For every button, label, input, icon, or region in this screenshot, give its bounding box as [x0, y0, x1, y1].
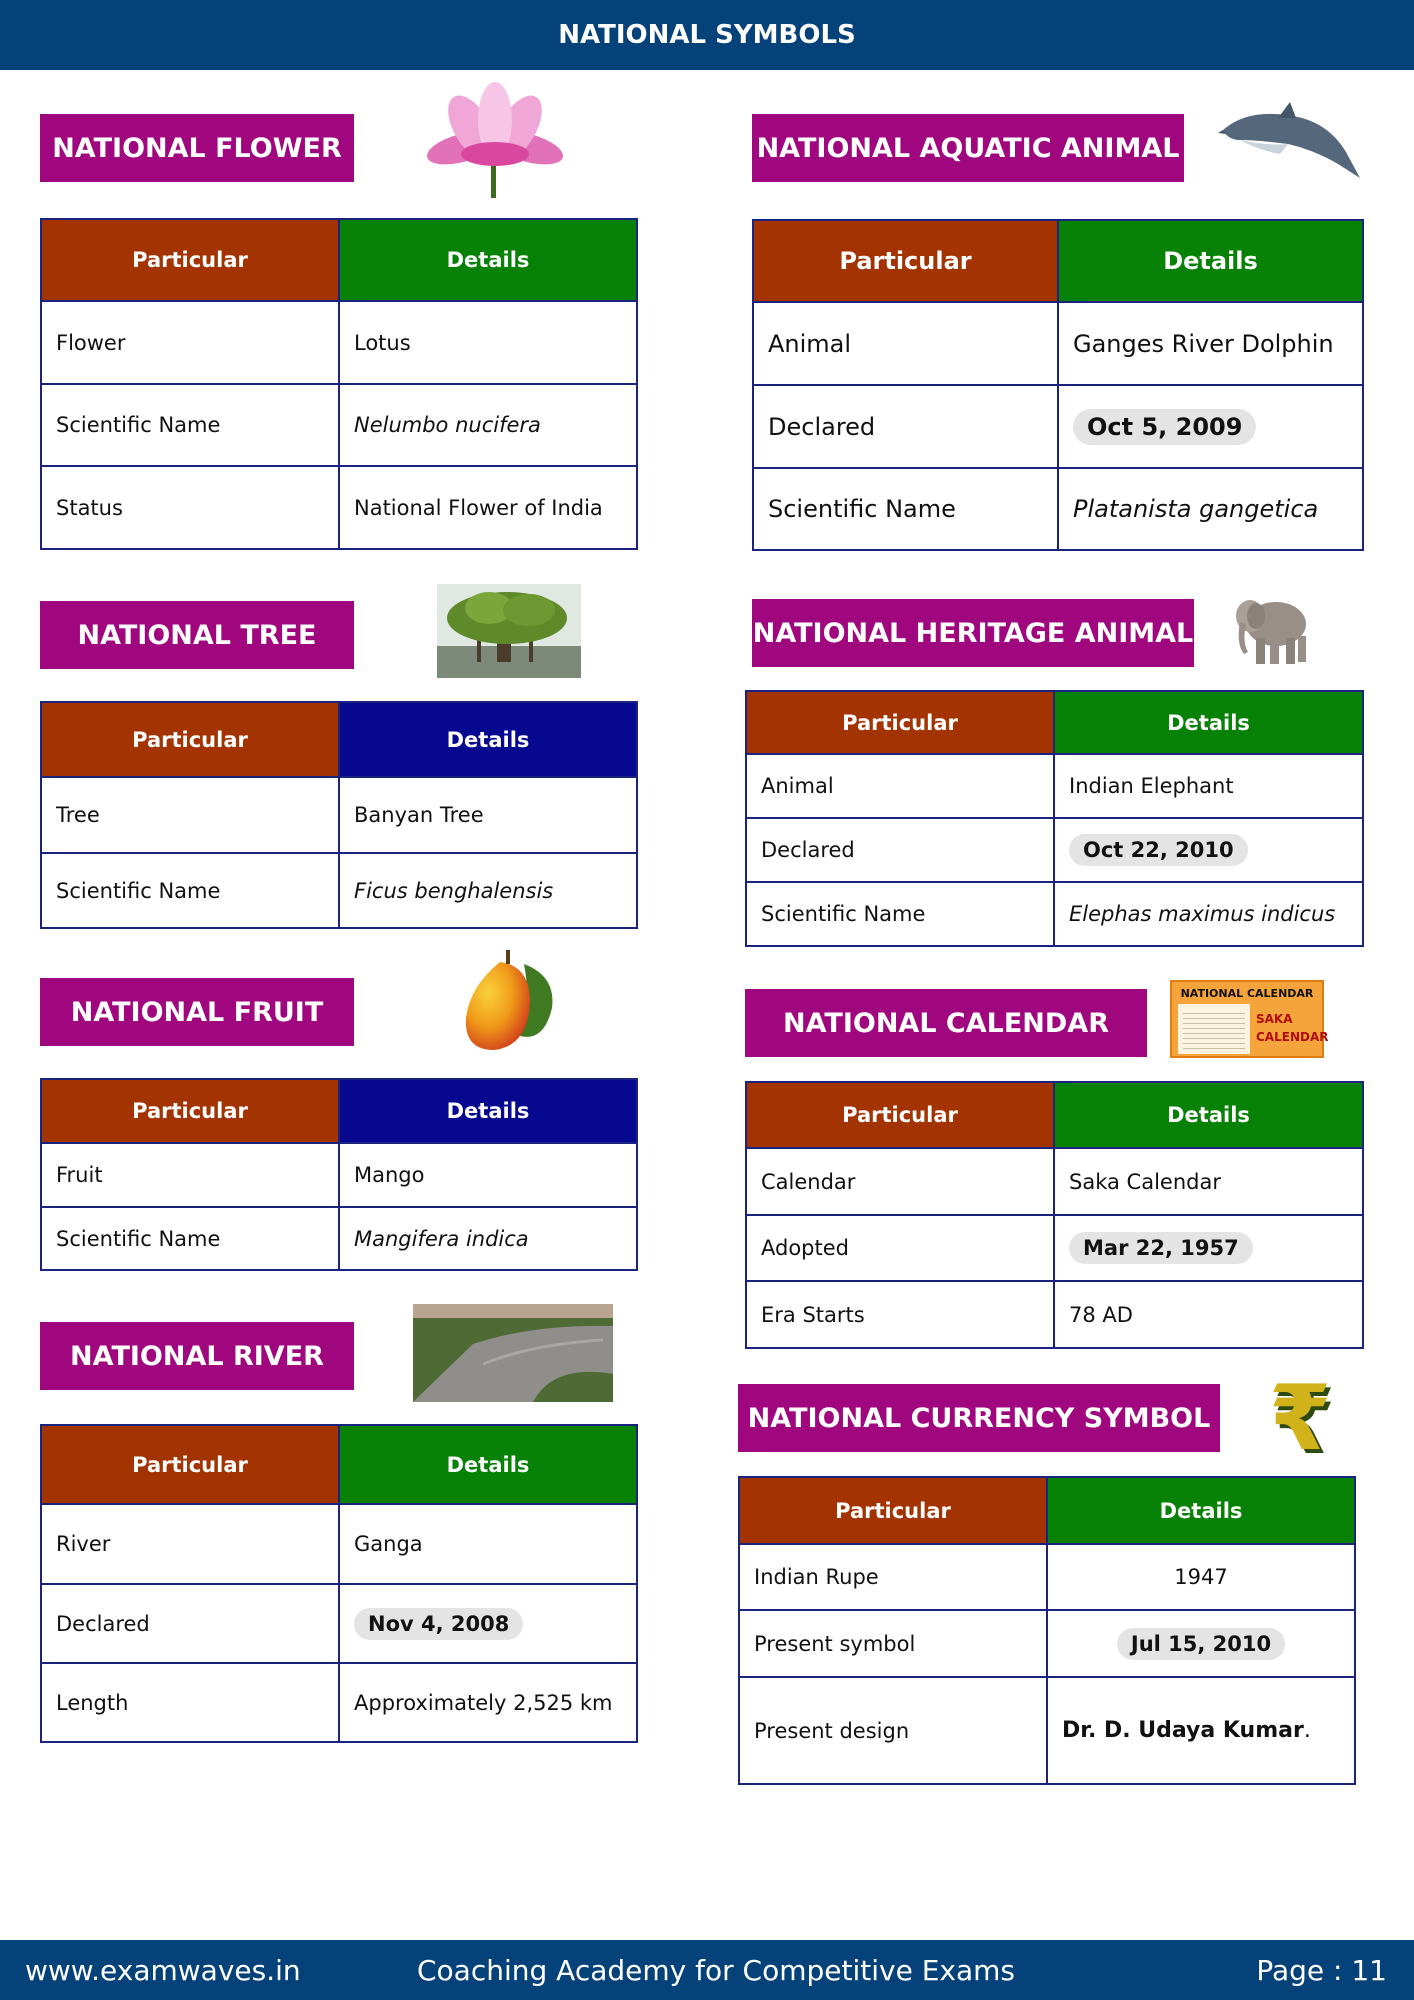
flower-title: NATIONAL FLOWER [40, 114, 354, 182]
row-value [1054, 818, 1363, 882]
river-image [413, 1304, 613, 1402]
table-row [746, 754, 1363, 818]
row-label: Declared [41, 1584, 339, 1663]
details-header: Details [1054, 1082, 1363, 1148]
details-header: Details [1058, 220, 1363, 302]
river-table [40, 1424, 638, 1743]
row-value [339, 1584, 637, 1663]
row-value: Mangifera indica [339, 1207, 637, 1270]
row-label: Present design [739, 1677, 1047, 1784]
row-value [1047, 1677, 1355, 1784]
elephant-image [1230, 588, 1312, 670]
date-badge: Nov 4, 2008 [354, 1608, 523, 1640]
row-label: River [41, 1504, 339, 1584]
particular-header: Particular [41, 1079, 339, 1143]
particular-header: Particular [746, 691, 1054, 754]
row-label: Indian Rupe [739, 1544, 1047, 1610]
row-value: Ganga [339, 1504, 637, 1584]
calendar-image-saka: SAKA [1256, 1012, 1293, 1026]
lotus-image [410, 80, 580, 198]
row-label: Present symbol [739, 1610, 1047, 1677]
mango-image [460, 946, 560, 1056]
table-row [746, 882, 1363, 946]
row-value: 78 AD [1054, 1281, 1363, 1348]
row-value: Saka Calendar [1054, 1148, 1363, 1215]
row-value: Ficus benghalensis [339, 853, 637, 928]
calendar-image-calendar: CALENDAR [1256, 1030, 1329, 1044]
row-value: Ganges River Dolphin [1058, 302, 1363, 385]
date-badge: Mar 22, 1957 [1069, 1232, 1253, 1264]
details-header: Details [339, 1425, 637, 1504]
table-row [41, 1663, 637, 1742]
table-row [41, 1504, 637, 1584]
table-row [746, 1148, 1363, 1215]
heritage-title: NATIONAL HERITAGE ANIMAL [752, 599, 1194, 667]
rupee-glyph: ₹ [1268, 1366, 1332, 1471]
calendar-title: NATIONAL CALENDAR [745, 989, 1147, 1057]
page-footer [0, 1940, 1414, 2000]
row-value: Mango [339, 1143, 637, 1207]
row-label: Animal [746, 754, 1054, 818]
details-header: Details [1047, 1477, 1355, 1544]
details-header: Details [1054, 691, 1363, 754]
table-row [41, 384, 637, 466]
row-label: Fruit [41, 1143, 339, 1207]
row-label: Era Starts [746, 1281, 1054, 1348]
row-label: Scientific Name [41, 853, 339, 928]
table-row [739, 1610, 1355, 1677]
calendar-table [745, 1081, 1364, 1349]
designer-suffix: . [1303, 1718, 1311, 1743]
row-value: Nelumbo nucifera [339, 384, 637, 466]
currency-table [738, 1476, 1356, 1785]
particular-header: Particular [41, 702, 339, 777]
dolphin-image [1218, 100, 1363, 186]
row-label: Adopted [746, 1215, 1054, 1281]
row-value: Platanista gangetica [1058, 468, 1363, 550]
table-row [746, 1215, 1363, 1281]
row-value: Banyan Tree [339, 777, 637, 853]
tree-title: NATIONAL TREE [40, 601, 354, 669]
table-row [753, 302, 1363, 385]
date-badge: Oct 5, 2009 [1073, 409, 1256, 445]
aquatic-table [752, 219, 1364, 551]
page-title: NATIONAL SYMBOLS [558, 20, 856, 50]
table-row [739, 1677, 1355, 1784]
website-link[interactable]: www.examwaves.in [25, 1953, 301, 1987]
row-label: Flower [41, 301, 339, 384]
row-label: Scientific Name [41, 384, 339, 466]
details-header: Details [339, 1079, 637, 1143]
row-label: Animal [753, 302, 1058, 385]
table-row [739, 1544, 1355, 1610]
particular-header: Particular [746, 1082, 1054, 1148]
page-number: Page : 11 [1256, 1953, 1387, 1987]
row-label: Scientific Name [753, 468, 1058, 550]
row-label: Declared [746, 818, 1054, 882]
flower-table [40, 218, 638, 550]
row-value [1054, 1215, 1363, 1281]
row-value: Indian Elephant [1054, 754, 1363, 818]
heritage-table [745, 690, 1364, 947]
table-row [746, 818, 1363, 882]
details-header: Details [339, 702, 637, 777]
row-label: Scientific Name [746, 882, 1054, 946]
table-row [41, 853, 637, 928]
table-row [746, 1281, 1363, 1348]
row-label: Status [41, 466, 339, 549]
page-header [0, 0, 1414, 70]
table-row [41, 466, 637, 549]
row-label: Tree [41, 777, 339, 853]
tree-table [40, 701, 638, 929]
table-row [753, 468, 1363, 550]
particular-header: Particular [739, 1477, 1047, 1544]
footer-tagline: Coaching Academy for Competitive Exams [417, 1953, 1015, 1987]
fruit-table [40, 1078, 638, 1271]
designer-name: Dr. D. Udaya Kumar [1062, 1718, 1304, 1743]
row-value: Approximately 2,525 km [339, 1663, 637, 1742]
row-label: Scientific Name [41, 1207, 339, 1270]
rupee-icon [1260, 1366, 1340, 1471]
row-value: National Flower of India [339, 466, 637, 549]
row-value [1058, 385, 1363, 468]
particular-header: Particular [41, 1425, 339, 1504]
date-badge: Jul 15, 2010 [1117, 1628, 1285, 1660]
row-label: Declared [753, 385, 1058, 468]
aquatic-title: NATIONAL AQUATIC ANIMAL [752, 114, 1184, 182]
row-value [1047, 1610, 1355, 1677]
row-label: Length [41, 1663, 339, 1742]
row-value: Lotus [339, 301, 637, 384]
particular-header: Particular [753, 220, 1058, 302]
table-row [41, 1143, 637, 1207]
table-row [41, 1584, 637, 1663]
fruit-title: NATIONAL FRUIT [40, 978, 354, 1046]
row-label: Calendar [746, 1148, 1054, 1215]
table-row [41, 777, 637, 853]
saka-calendar-image [1170, 980, 1329, 1058]
particular-header: Particular [41, 219, 339, 301]
details-header: Details [339, 219, 637, 301]
calendar-image-caption: NATIONAL CALENDAR [1180, 987, 1314, 1000]
table-row [753, 385, 1363, 468]
date-badge: Oct 22, 2010 [1069, 834, 1248, 866]
table-row [41, 1207, 637, 1270]
banyan-tree-image [437, 584, 581, 678]
calendar-grid-icon [1178, 1004, 1250, 1054]
river-title: NATIONAL RIVER [40, 1322, 354, 1390]
row-value: 1947 [1047, 1544, 1355, 1610]
currency-title: NATIONAL CURRENCY SYMBOL [738, 1384, 1220, 1452]
row-value: Elephas maximus indicus [1054, 882, 1363, 946]
table-row [41, 301, 637, 384]
